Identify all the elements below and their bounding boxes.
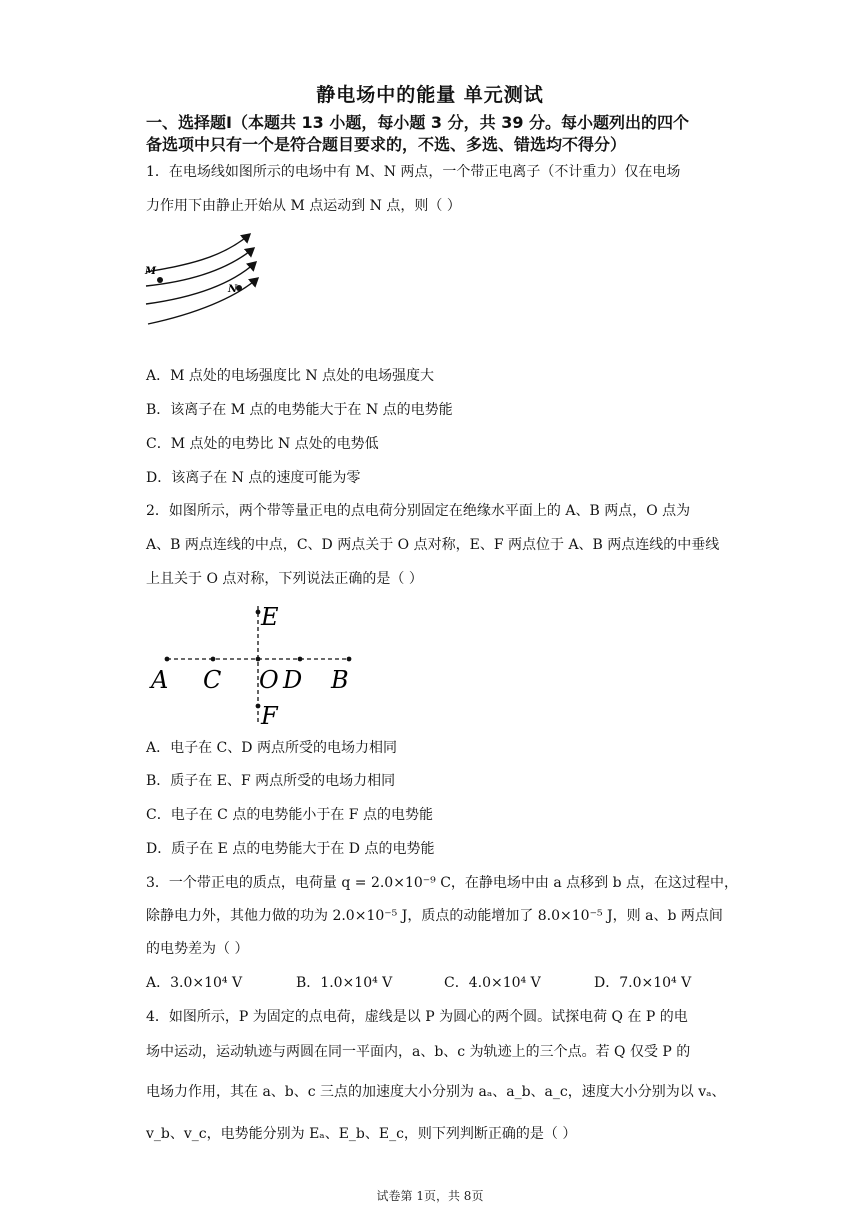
q1-option-a[interactable]: A．M 点处的电场强度比 N 点处的电场强度大 bbox=[146, 368, 435, 384]
q3-option-c[interactable]: C．4.0×10⁴ V bbox=[444, 975, 541, 991]
label-o: O bbox=[259, 666, 279, 694]
q3-option-d[interactable]: D．7.0×10⁴ V bbox=[594, 975, 692, 991]
q2-option-c[interactable]: C．电子在 C 点的电势能小于在 F 点的电势能 bbox=[146, 807, 433, 823]
q1-stem-line-1: 1．在电场线如图所示的电场中有 M、N 两点，一个带正电离子（不计重力）仅在电场 bbox=[146, 164, 681, 180]
q2-option-b[interactable]: B．质子在 E、F 两点所受的电场力相同 bbox=[146, 773, 396, 789]
field-line-1 bbox=[146, 234, 250, 272]
q3-stem-line-1: 3．一个带正电的质点，电荷量 q = 2.0×10⁻⁹ C，在静电场中由 a 点移到 b 点，在这过程中， bbox=[146, 875, 739, 891]
label-b: B bbox=[331, 666, 349, 694]
q3-stem-line-2: 除静电力外，其他力做的功为 2.0×10⁻⁵ J，质点的动能增加了 8.0×10⁻⁵ J，则 a、b 两点间 bbox=[146, 908, 723, 924]
q3-stem-line-3: 的电势差为（ ） bbox=[146, 941, 249, 957]
label-m: M bbox=[145, 266, 157, 277]
field-line-3 bbox=[146, 262, 256, 304]
point-d bbox=[298, 657, 303, 662]
q3-option-b[interactable]: B．1.0×10⁴ V bbox=[296, 975, 393, 991]
point-a bbox=[165, 657, 170, 662]
label-c: C bbox=[203, 666, 222, 694]
label-f: F bbox=[261, 702, 278, 726]
point-o bbox=[256, 657, 261, 662]
q2-stem-line-2: A、B 两点连线的中点，C、D 两点关于 O 点对称，E、F 两点位于 A、B 两点连线的中垂线 bbox=[146, 537, 720, 553]
point-m bbox=[157, 277, 163, 283]
page-title: 静电场中的能量 单元测试 bbox=[316, 84, 544, 106]
q2-stem-line-1: 2．如图所示，两个带等量正电的点电荷分别固定在绝缘水平面上的 A、B 两点，O 点为 bbox=[146, 503, 691, 519]
q4-stem-line-2: 场中运动，运动轨迹与两圆在同一平面内，a、b、c 为轨迹上的三个点。若 Q 仅受 P 的 bbox=[146, 1044, 691, 1060]
q4-stem-line-1: 4．如图所示，P 为固定的点电荷，虚线是以 P 为圆心的两个圆。试探电荷 Q 在 P 的电 bbox=[146, 1009, 688, 1025]
label-e: E bbox=[261, 603, 279, 631]
point-c bbox=[211, 657, 216, 662]
q2-charges-figure bbox=[145, 602, 365, 726]
point-f bbox=[256, 704, 261, 709]
q1-stem-line-2: 力作用下由静止开始从 M 点运动到 N 点，则（ ） bbox=[146, 198, 461, 214]
q2-option-d[interactable]: D．质子在 E 点的电势能大于在 D 点的电势能 bbox=[146, 841, 435, 857]
section-heading-line-1: 一、选择题Ⅰ（本题共 13 小题，每小题 3 分，共 39 分。每小题列出的四个 bbox=[146, 113, 690, 132]
q3-option-a[interactable]: A．3.0×10⁴ V bbox=[146, 975, 243, 991]
q2-option-a[interactable]: A．电子在 C、D 两点所受的电场力相同 bbox=[146, 740, 397, 756]
q4-stem-line-4: v_b、v_c，电势能分别为 Eₐ、E_b、E_c，则下列判断正确的是（ ） bbox=[146, 1126, 577, 1142]
q2-stem-line-3: 上且关于 O 点对称，下列说法正确的是（ ） bbox=[146, 571, 423, 587]
q1-option-d[interactable]: D．该离子在 N 点的速度可能为零 bbox=[146, 470, 361, 486]
page-footer: 试卷第 1页，共 8页 bbox=[376, 1189, 484, 1203]
q1-field-lines-figure bbox=[140, 228, 270, 348]
label-d: D bbox=[283, 666, 303, 694]
q1-option-c[interactable]: C．M 点处的电势比 N 点处的电势低 bbox=[146, 436, 379, 452]
q1-option-b[interactable]: B．该离子在 M 点的电势能大于在 N 点的电势能 bbox=[146, 402, 453, 418]
q4-stem-line-3: 电场力作用，其在 a、b、c 三点的加速度大小分别为 aₐ、a_b、a_c，速度大小分别为以 vₐ、 bbox=[146, 1084, 726, 1100]
point-e bbox=[256, 610, 261, 615]
section-heading-line-2: 备选项中只有一个是符合题目要求的，不选、多选、错选均不得分） bbox=[146, 135, 627, 154]
point-b bbox=[347, 657, 352, 662]
label-n: N bbox=[228, 284, 238, 295]
label-a: A bbox=[151, 666, 169, 694]
